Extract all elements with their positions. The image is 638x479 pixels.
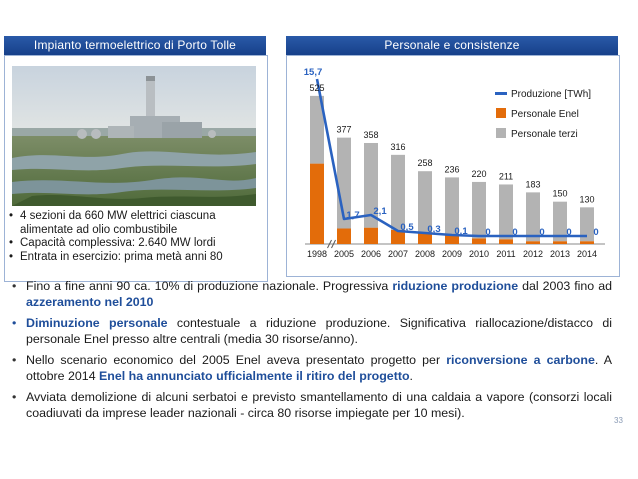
x-tick-label: 2006	[360, 249, 382, 259]
production-value-label: 0,3	[427, 224, 441, 235]
bar-total-label: 358	[363, 129, 379, 140]
bullet-text: contestuale a riduzione produzione. Significativa riallocazione/distacco di personale Enel presso altre centrali (media 30 risorse/anno).	[26, 316, 612, 346]
bar-personale-enel	[553, 241, 567, 244]
bar-total-label: 220	[471, 168, 487, 179]
plant-spec-item: • Entrata in esercizio: prima metà anni 80	[8, 251, 264, 265]
bullet-text: .	[409, 368, 413, 383]
bar-total-label: 236	[444, 164, 460, 175]
bar-personale-enel	[310, 164, 324, 244]
left-panel-title: Impianto termoelettrico di Porto Tolle	[4, 36, 266, 55]
x-tick-label: 2008	[414, 249, 436, 259]
highlight-text: azzeramento nel 2010	[26, 294, 154, 309]
bullet-item	[12, 279, 612, 310]
bar-personale-terzi	[472, 182, 486, 238]
production-value-label: 1,7	[346, 210, 360, 221]
bar-personale-enel	[526, 241, 540, 244]
bullet-item	[12, 316, 612, 347]
bar-total-label: 130	[579, 194, 595, 205]
x-tick-label: 2012	[522, 249, 544, 259]
bar-personale-terzi	[526, 192, 540, 241]
x-tick-label: 2013	[549, 249, 571, 259]
bar-personale-enel	[337, 228, 351, 244]
bar-personale-enel	[499, 239, 513, 244]
bar-personale-enel	[472, 238, 486, 244]
bullet-text: dal 2003 fino ad	[518, 279, 612, 293]
legend-label: Produzione [TWh]	[511, 89, 592, 100]
chart-legend	[495, 89, 591, 140]
production-value-label: 0	[593, 227, 599, 238]
bullet-item	[12, 390, 612, 421]
bar-personale-terzi	[418, 171, 432, 232]
production-value-label: 2,1	[373, 206, 387, 217]
x-tick-label: 2014	[576, 249, 598, 259]
bullet-text: Fino a fine anni 90 ca. 10% di produzione nazionale. Progressiva	[26, 279, 393, 293]
bar-personale-enel	[580, 241, 594, 244]
production-value-label: 0	[485, 227, 491, 238]
production-value-label: 15,7	[303, 67, 323, 78]
legend-label: Personale Enel	[511, 109, 579, 120]
production-value-label: 0,1	[454, 226, 468, 237]
legend-swatch	[496, 128, 506, 138]
bar-personale-enel	[364, 228, 378, 244]
legend-swatch	[496, 108, 506, 118]
page-number: 33	[614, 416, 623, 425]
highlight-text: riduzione produzione	[392, 279, 519, 293]
highlight-text: riconversione a carbone	[446, 353, 595, 367]
bullet-text: . A ottobre 2014	[26, 353, 612, 383]
highlight-text: Diminuzione personale	[26, 316, 168, 330]
x-tick-label: 2010	[468, 249, 490, 259]
x-tick-label: 2009	[441, 249, 463, 259]
bar-personale-terzi	[499, 184, 513, 239]
bar-total-label: 316	[390, 141, 406, 152]
plant-spec-item: • 4 sezioni da 660 MW elettrici ciascuna alimentate ad olio combustibile	[8, 210, 264, 237]
bar-total-label: 258	[417, 158, 433, 169]
personnel-chart	[287, 56, 617, 274]
x-tick-label: 1998	[306, 249, 328, 259]
bullet-item	[12, 353, 612, 384]
power-plant-photo	[12, 66, 256, 206]
x-tick-label: 2011	[496, 249, 516, 259]
bullet-text: Avviata demolizione di alcuni serbatoi e previsto smantellamento di una caldaia a vapore (consorzi locali coadiuvati da imprese leader nazionali - circa 80 risorse impiegate per 10 mesi).	[26, 390, 612, 420]
bar-total-label: 525	[309, 82, 325, 93]
production-value-label: 0	[566, 227, 572, 238]
legend-label: Personale terzi	[511, 129, 578, 140]
plant-specs-list	[8, 210, 264, 264]
bar-personale-terzi	[391, 155, 405, 230]
bar-total-label: 150	[552, 188, 568, 199]
legend-swatch	[495, 92, 507, 95]
bullet-text: Nello scenario economico del 2005 Enel aveva presentato progetto per	[26, 353, 447, 367]
bar-total-label: 377	[336, 124, 352, 135]
production-value-label: 0,5	[400, 222, 414, 233]
main-bullet-list	[12, 279, 612, 427]
production-value-label: 0	[539, 227, 545, 238]
production-value-label: 0	[512, 227, 518, 238]
x-tick-label: 2005	[333, 249, 355, 259]
bar-total-label: 183	[525, 179, 541, 190]
plant-spec-item: • Capacità complessiva: 2.640 MW lordi	[8, 237, 264, 251]
right-panel-title: Personale e consistenze	[286, 36, 618, 55]
x-tick-label: 2007	[387, 249, 409, 259]
bar-total-label: 211	[498, 171, 514, 182]
highlight-text: Enel ha annunciato ufficialmente il ritiro del progetto	[99, 368, 410, 383]
